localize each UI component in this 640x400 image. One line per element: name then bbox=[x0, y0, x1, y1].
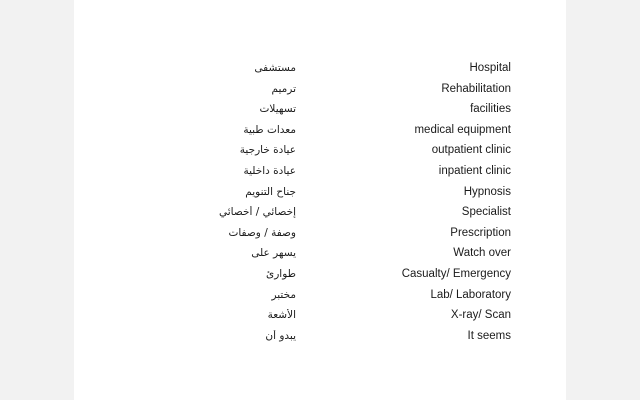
arabic-term: عيادة داخلية bbox=[243, 164, 296, 177]
arabic-term: معدات طبية bbox=[243, 123, 296, 136]
arabic-term: تسهيلات bbox=[259, 103, 296, 116]
arabic-term: مختبر bbox=[271, 288, 296, 301]
arabic-term: إخصائي / أخصائي bbox=[219, 206, 296, 219]
arabic-term: يسهر على bbox=[251, 247, 296, 260]
glossary-row bbox=[74, 309, 566, 330]
english-term: Lab/ Laboratory bbox=[430, 288, 511, 301]
glossary-row bbox=[74, 124, 566, 145]
english-term: facilities bbox=[470, 103, 511, 116]
english-term: Rehabilitation bbox=[441, 82, 511, 95]
english-term: Watch over bbox=[453, 247, 511, 260]
arabic-term: عيادة خارجية bbox=[239, 144, 296, 157]
glossary-row bbox=[74, 83, 566, 104]
glossary-row bbox=[74, 165, 566, 186]
english-term: It seems bbox=[467, 329, 511, 342]
english-term: outpatient clinic bbox=[431, 144, 511, 157]
glossary-row bbox=[74, 103, 566, 124]
english-term: inpatient clinic bbox=[438, 164, 511, 177]
english-term: Hypnosis bbox=[463, 185, 511, 198]
english-term: Casualty/ Emergency bbox=[401, 267, 511, 280]
arabic-term: مستشفى bbox=[254, 62, 296, 74]
english-term: medical equipment bbox=[414, 123, 511, 136]
page-right-gutter bbox=[566, 0, 640, 400]
glossary-row bbox=[74, 330, 566, 342]
glossary-table bbox=[74, 62, 566, 342]
glossary-row bbox=[74, 206, 566, 227]
arabic-term: وصفة / وصفات bbox=[228, 226, 296, 239]
english-term: X-ray/ Scan bbox=[450, 309, 511, 322]
arabic-term: الأشعة bbox=[267, 309, 296, 322]
glossary-row bbox=[74, 144, 566, 165]
glossary-row bbox=[74, 268, 566, 289]
arabic-term: جناح التنويم bbox=[245, 185, 296, 198]
english-term: Hospital bbox=[469, 62, 511, 74]
english-term: Specialist bbox=[461, 206, 511, 219]
arabic-term: ترميم bbox=[271, 82, 296, 95]
arabic-term: طوارئ bbox=[266, 267, 296, 280]
english-term: Prescription bbox=[450, 226, 511, 239]
glossary-row bbox=[74, 247, 566, 268]
document-sheet bbox=[74, 0, 566, 400]
page-left-gutter bbox=[0, 0, 74, 400]
arabic-term: يبدو أن bbox=[265, 329, 296, 342]
glossary-row bbox=[74, 186, 566, 207]
glossary-row bbox=[74, 289, 566, 310]
glossary-row bbox=[74, 227, 566, 248]
glossary-row bbox=[74, 62, 566, 83]
